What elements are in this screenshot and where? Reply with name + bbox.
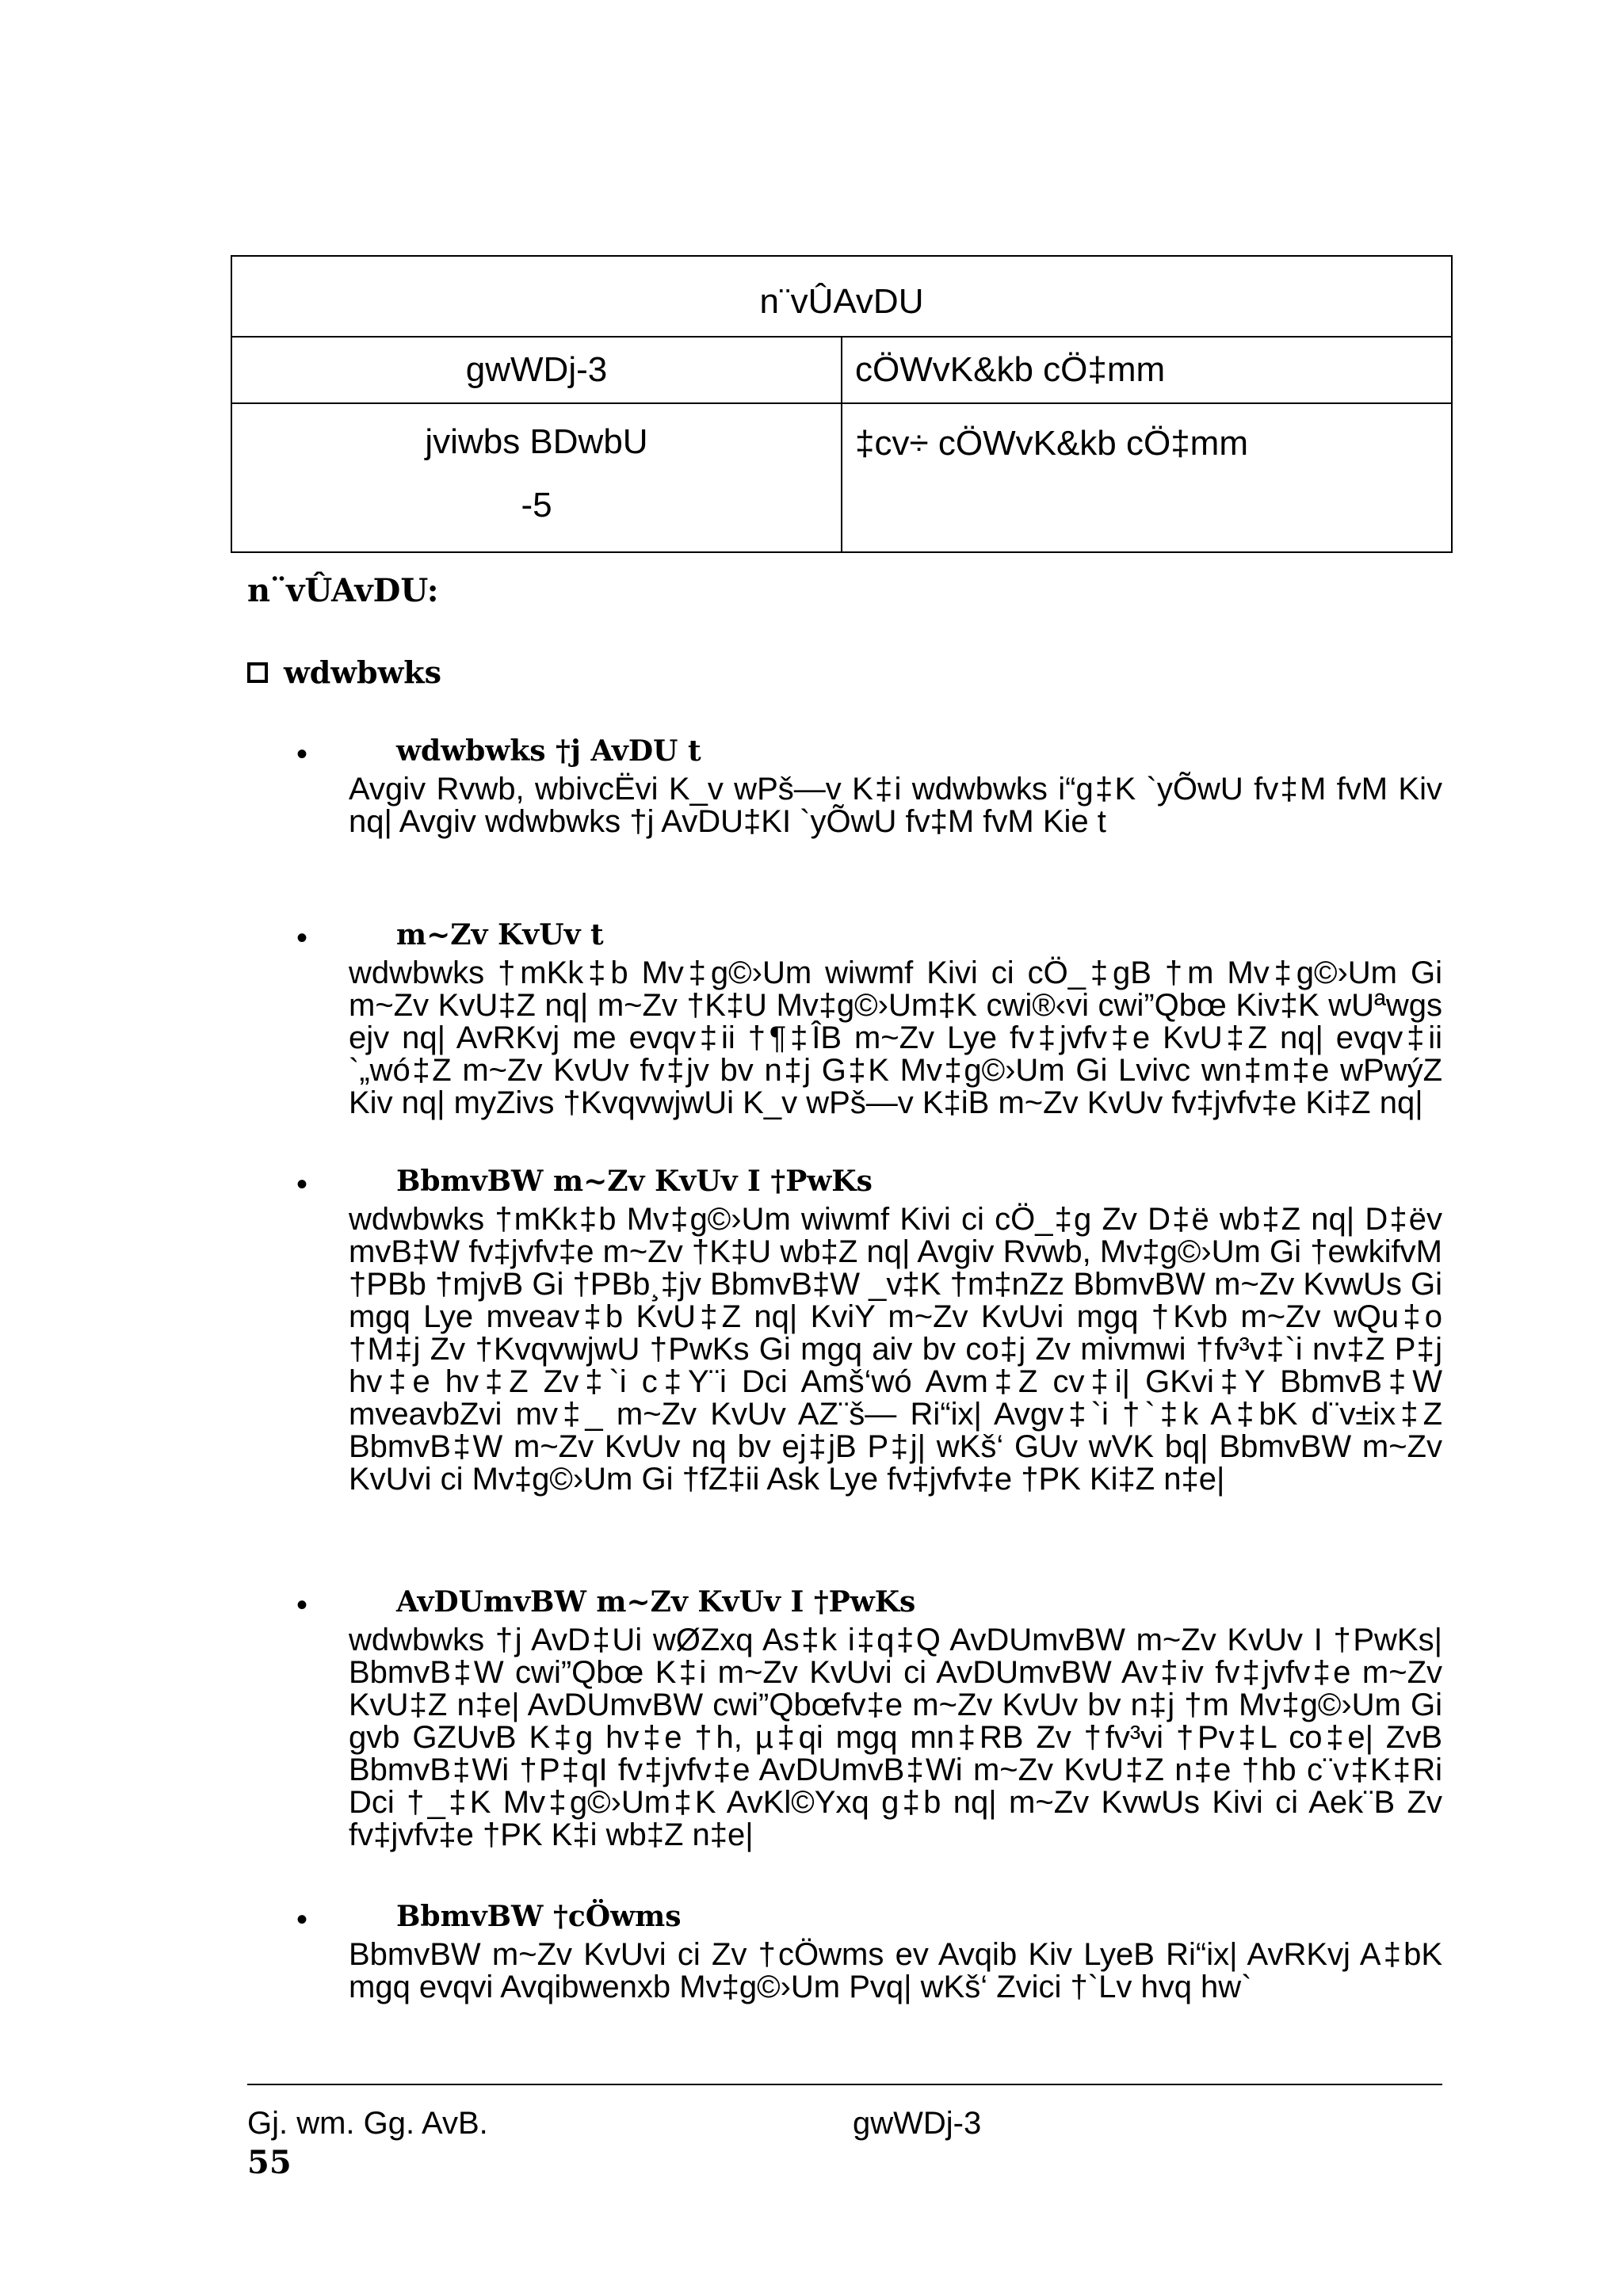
footer-module: gwWDj-3 xyxy=(853,2106,982,2141)
bullet-icon: • xyxy=(296,1588,308,1623)
subheading xyxy=(247,654,441,690)
item-body: wdwbwks †j AvD‡Ui wØZxq As‡k i‡q‡Q AvDUmvBW m~Zv KvUv I †PwKs| BbmvB‡W cwi”Qbœ K‡i m~Zv KvUvi ci AvDUmvBW Av‡iv fv‡jvfv‡e m~Zv KvU‡Z n‡e| AvDUmvBW cwi”Qbœfv‡e m~Zv KvUv bv n‡j †m Mv‡g©›Um Gi gvb GZUvB K‡g hv‡e †h, µ‡qi mgq mn‡RB Zv †fv³vi †Pv‡L co‡e| ZvB BbmvB‡Wi †P‡qI fv‡jvfv‡e AvDUmvB‡Wi m~Zv KvU‡Z n‡e †hb c¨v‡K‡Ri Dci †_‡K Mv‡g©›Um‡K AvKl©Yxq g‡b nq| m~Zv KvwUs Kivi ci Aek¨B Zv fv‡jvfv‡e †PK K‡i wb‡Z n‡e| xyxy=(349,1623,1442,1852)
unit-label-line1: jviwbs BDwbU xyxy=(425,422,648,461)
list-item xyxy=(293,917,1442,1119)
page-number: 55 xyxy=(247,2144,292,2181)
item-body: Avgiv Rvwb, wbivcËvi K_v wPš—v K‡i wdwbwks i“g‡K `yÕwU fv‡M fvM Kiv nq| Avgiv wdwbwks †j AvDU‡KI `yÕwU fv‡M fvM Kie t xyxy=(349,772,1442,839)
module-header-table xyxy=(231,255,1453,553)
item-title: m~Zv KvUv t xyxy=(396,918,604,952)
item-title: BbmvBW †cÖwms xyxy=(396,1900,682,1933)
item-title: BbmvBW m~Zv KvUv I †PwKs xyxy=(396,1165,873,1198)
section-title: n¨vÛAvDU: xyxy=(247,572,439,609)
unit-name: ‡cv÷ cÖWvK&kb cÖ‡mm xyxy=(842,403,1452,552)
unit-label xyxy=(231,403,842,552)
list-item xyxy=(293,1585,1442,1852)
item-body: wdwbwks †mKk‡b Mv‡g©›Um wiwmf Kivi ci cÖ_‡gB †m Mv‡g©›Um Gi m~Zv KvU‡Z nq| m~Zv †K‡U Mv‡g©›Um‡K cwi®‹vi cwi”Qbœ Kiv‡K wUªwgs ejv nq| AvRKvj me evqv‡ii †¶‡ÎB m~Zv Lye fv‡jvfv‡e KvU‡Z nq| evqv‡ii `„wó‡Z m~Zv KvUv fv‡jv bv n‡j G‡K Mv‡g©›Um Gi Lvivc wn‡m‡e wPwýZ Kiv nq| myZivs †KvqvwjwUi K_v wPš—v K‡iB m~Zv KvUv fv‡jvfv‡e Ki‡Z nq| xyxy=(349,955,1442,1120)
bullet-list xyxy=(293,734,1442,2004)
list-item xyxy=(293,734,1442,838)
list-item xyxy=(293,1164,1442,1496)
list-item xyxy=(293,1899,1442,2004)
item-title: AvDUmvBW m~Zv KvUv I †PwKs xyxy=(396,1585,916,1619)
unit-label-line2: -5 xyxy=(521,486,552,524)
item-body: wdwbwks †mKk‡b Mv‡g©›Um wiwmf Kivi ci cÖ_‡g Zv D‡ë wb‡Z nq| D‡ëv mvB‡W fv‡jvfv‡e m~Zv †K‡U wb‡Z nq| Avgiv Rvwb, Mv‡g©›Um Gi †ewkifvM †PBb †mjvB Gi †PBb¸‡jv BbmvB‡W _v‡K †m‡nZz BbmvBW m~Zv KvwUs Gi mgq Lye mveav‡b KvU‡Z nq| KviY m~Zv KvUvi mgq †Kvb m~Zv wQu‡o †M‡j Zv †KvqvwjwU †PwKs Gi mgq aiv bv co‡j Zv mivmwi †fv³v‡`i nv‡Z P‡j hv‡e hv‡Z Zv‡`i c‡Y¨i Dci Amš‘wó Avm‡Z cv‡i| GKvi‡Y BbmvB‡W mveavbZvi mv‡_ m~Zv KvUv AZ¨š— Ri“ix| Avgv‡`i †`‡k A‡bK d¨v±ix‡Z BbmvB‡W m~Zv KvUv nq bv ej‡jB P‡j| wKš‘ GUv wVK bq| BbmvBW m~Zv KvUvi ci Mv‡g©›Um Gi †fZ‡ii Ask Lye fv‡jvfv‡e †PK Ki‡Z n‡e| xyxy=(349,1202,1442,1497)
bullet-icon: • xyxy=(296,1167,308,1202)
item-title: wdwbwks †j AvDU t xyxy=(396,734,701,768)
module-name: cÖWvK&kb cÖ‡mm xyxy=(842,337,1452,403)
item-body: BbmvBW m~Zv KvUvi ci Zv †cÖwms ev Avqib Kiv LyeB Ri“ix| AvRKvj A‡bK mgq evqvi Avqibwenxb Mv‡g©›Um Pvq| wKš‘ Zvici †`Lv hvq hw` xyxy=(349,1937,1442,2004)
module-label: gwWDj-3 xyxy=(231,337,842,403)
footer-institution: Gj. wm. Gg. AvB. xyxy=(247,2106,488,2141)
subheading-text: wdwbwks xyxy=(284,654,441,690)
bullet-icon: • xyxy=(296,921,308,955)
table-title: n¨vÛAvDU xyxy=(231,256,1452,337)
bullet-icon: • xyxy=(296,737,308,772)
footer-divider xyxy=(247,2084,1442,2085)
checkbox-icon xyxy=(247,662,268,683)
bullet-icon: • xyxy=(296,1902,308,1937)
